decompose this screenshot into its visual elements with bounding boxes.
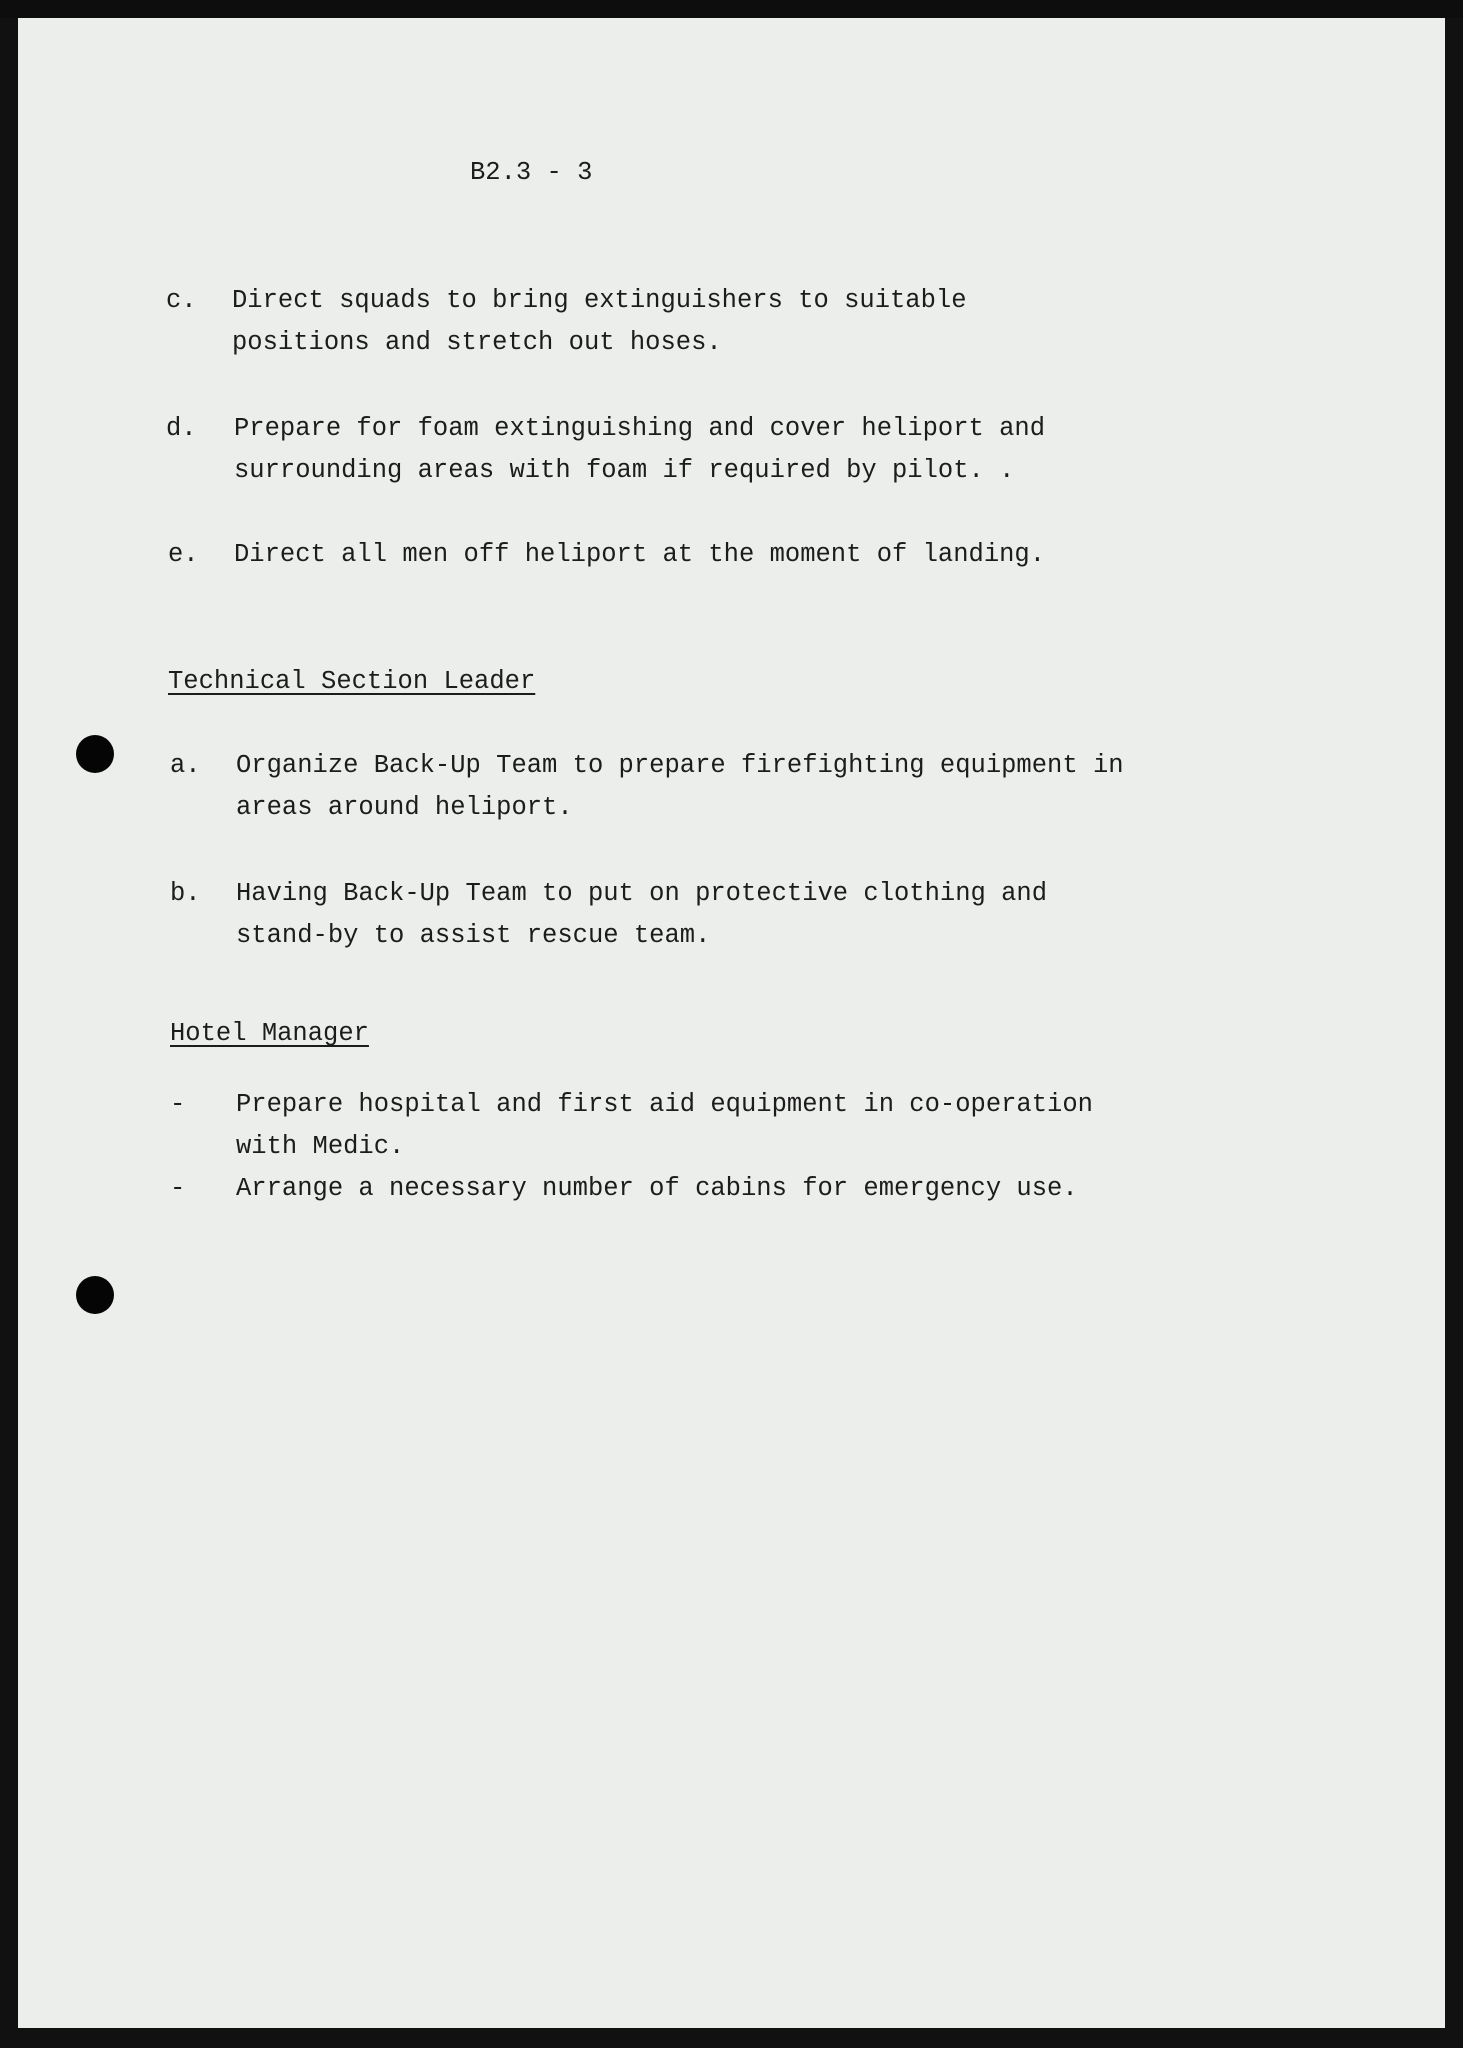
list-text-line: areas around heliport. [236,793,573,822]
list-text-line: stand-by to assist rescue team. [236,921,711,950]
list-marker: e. [168,540,199,569]
list-text-line: Arrange a necessary number of cabins for emergency use. [236,1174,1078,1203]
document-page [18,18,1445,2028]
list-text-line: positions and stretch out hoses. [232,328,722,357]
list-text-line: Direct squads to bring extinguishers to suitable [232,286,967,315]
list-text-line: with Medic. [236,1132,405,1161]
list-marker: c. [166,286,197,315]
section-heading-hotel: Hotel Manager [170,1019,369,1048]
list-marker: - [170,1174,186,1203]
punch-hole [76,735,114,773]
list-marker: b. [170,879,201,908]
scan-border [0,0,1463,18]
list-text-line: Having Back-Up Team to put on protective clothing and [236,879,1048,908]
section-heading-technical: Technical Section Leader [168,667,536,696]
list-text-line: Direct all men off heliport at the moment of landing. [234,540,1046,569]
list-text-line: surrounding areas with foam if required by pilot. . [234,456,1015,485]
list-marker: a. [170,751,201,780]
list-text-line: Organize Back-Up Team to prepare firefighting equipment in [236,751,1124,780]
page-number: B2.3 - 3 [470,158,593,187]
punch-hole [76,1276,114,1314]
list-marker: - [170,1090,186,1119]
list-text-line: Prepare hospital and first aid equipment in co-operation [236,1090,1093,1119]
list-text-line: Prepare for foam extinguishing and cover heliport and [234,414,1046,443]
list-marker: d. [166,414,197,443]
